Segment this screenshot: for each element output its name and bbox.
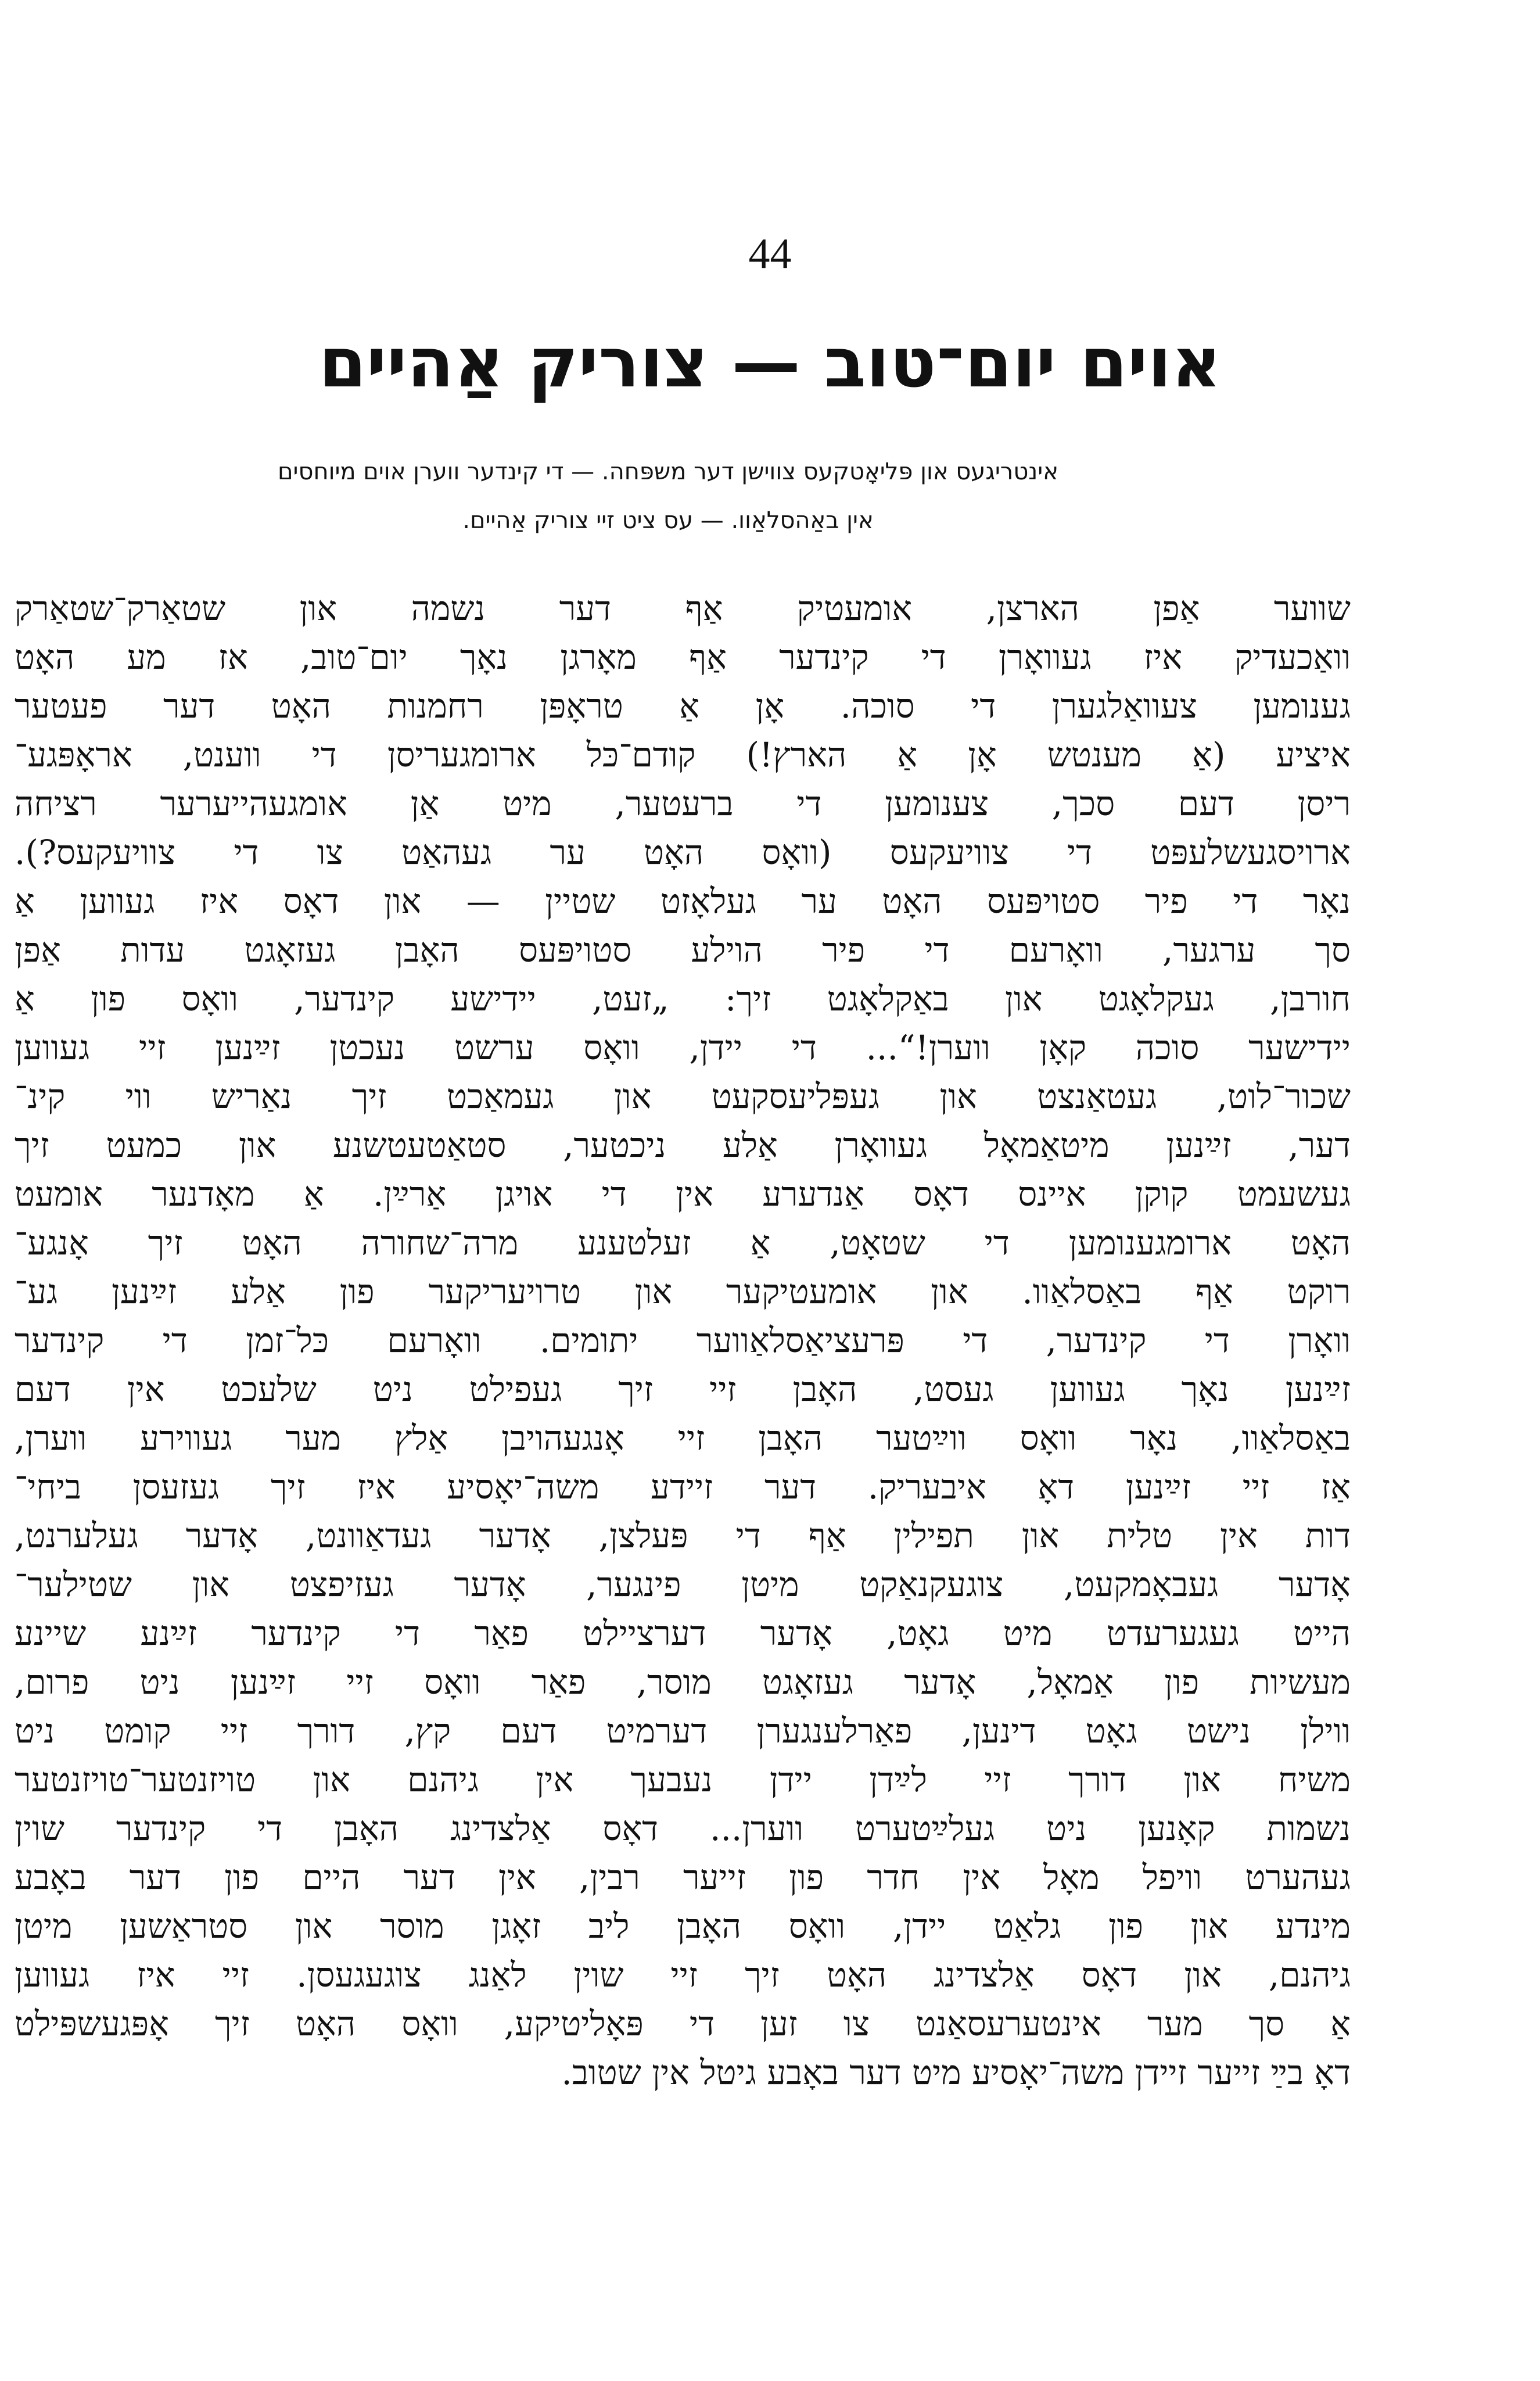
text-line: דער, זײַנען מיטאַמאָל געוואָרן אַלע ניכטער, סטאַטעטשנע און כמעט זיך: [15, 1125, 1351, 1165]
text-line: באַסלאַוו, נאָר וואָס ווײַטער האָבן זיי אָנגעהויבן אַלץ מער געווירע ווערן,: [15, 1418, 1351, 1458]
text-line: מינדע און פון גלאַט יידן, וואָס האָבן ליב זאָגן מוסר און סטראַשען מיטן: [15, 1906, 1351, 1946]
text-line: חורבן, געקלאָגט און באַקלאָגט זיך: „זעט, יידישע קינדער, וואָס פון אַ: [15, 979, 1351, 1019]
text-line: יידישער סוכה קאָן ווערן!“... די יידן, וואָס ערשט נעכטן זײַנען זיי געווען: [15, 1028, 1351, 1067]
text-line: זײַנען נאָך געווען געסט, האָבן זיי זיך געפילט ניט שלעכט אין דעם: [15, 1369, 1351, 1409]
text-line: שווער אַפן הארצן, אומעטיק אַף דער נשמה און שטאַרק־שטאַרק: [15, 589, 1351, 628]
text-line: וואַכעדיק איז געוואָרן די קינדער אַף מאָרגן נאָך יום־טוב, אז מע האָט: [15, 637, 1351, 677]
text-line: נאָר די פיר סטויפּעס האָט ער געלאָזט שטיין — און דאָס איז געווען אַ: [15, 881, 1351, 921]
text-line: וואָרן די קינדער, די פּרעציאַסלאַווער יתומים. וואָרעם כּל־זמן די קינדער: [15, 1321, 1351, 1360]
text-line: אָדער געבאָמקעט, צוגעקנאַקט מיטן פינגער, אָדער געזיפצט און שטילער־: [15, 1565, 1351, 1604]
chapter-subtitle: [41, 447, 1295, 545]
text-line: מעשיות פון אַמאָל, אָדער געזאָגט מוסר, פאַר וואָס זיי זײַנען ניט פרום,: [15, 1662, 1351, 1702]
subtitle-line: אין באַהסלאַוו. — עס ציט זיי צוריק אַהיים.: [462, 507, 874, 534]
text-line: סך ערגער, וואָרעם די פיר הוילע סטויפּעס האָבן געזאָגט עדות אַפן: [15, 930, 1351, 970]
chapter-title: אוים יום־טוב — צוריק אַהיים: [318, 322, 1222, 403]
text-line: הייט געגערעדט מיט גאָט, אָדער דערציילט פאַר די קינדער זײַנע שיינע: [15, 1613, 1351, 1653]
text-line: ריסן דעם סכך, צענומען די ברעטער, מיט אַן אומגעהייערער רציחה: [15, 784, 1351, 823]
text-line: ארויסגעשלעפּט די צוויעקעס (וואָס האָט ער געהאַט צו די צוויעקעס?).: [15, 833, 1351, 872]
text-line: אַ סך מער אינטערעסאַנט צו זען די פּאָליטיקע, וואָס האָט זיך אָפּגעשפּילט: [15, 2004, 1351, 2043]
text-line: אַז זיי זײַנען דאָ איבעריק. דער זיידע משה־יאָסיע איז זיך געזעסן ביחי־: [15, 1467, 1351, 1507]
text-line: משיח און דורך זיי לײַדן יידן נעבעך אין גיהנם און טויזנטער־טויזנטער: [15, 1760, 1351, 1799]
text-line: געהערט וויפל מאָל אין חדר פון זייער רבין, אין דער היים פון דער באָבע: [15, 1858, 1351, 1897]
text-line: נשמות קאָנען ניט געלײַטערט ווערן... דאָס אַלצדינג האָבן די קינדער שוין: [15, 1809, 1351, 1848]
text-line: דות אין טלית און תפילין אַף די פּעלצן, אָדער געדאַוונט, אָדער געלערנט,: [15, 1516, 1351, 1555]
subtitle-line: אינטריגעס און פּליאָטקעס צווישן דער משפּחה. — די קינדער ווערן אוים מיוחסים: [278, 458, 1058, 485]
text-line: ווילן נישט גאָט דינען, פאַרלענגערן דערמיט דעם קץ, דורך זיי קומט ניט: [15, 1711, 1351, 1751]
text-line: האָט ארומגענומען די שטאָט, אַ זעלטענע מרה־שחורה האָט זיך אָנגע־: [15, 1223, 1351, 1263]
text-line: שכור־לוט, געטאַנצט און געפּליעסקעט און געמאַכט זיך נאַריש ווי קינ־: [15, 1077, 1351, 1116]
text-line: גיהנם, און דאָס אַלצדינג האָט זיך זיי שוין לאַנג צוגעגעסן. זיי איז געווען: [15, 1955, 1351, 1995]
text-line: רוקט אַף באַסלאַוו. און אומעטיקער און טרויעריקער פון אַלע זײַנען גע־: [15, 1272, 1351, 1311]
text-line: איציע (אַ מענטש אָן אַ הארץ!) קודם־כּל ארומגעריסן די ווענט, אראָפּגע־: [15, 735, 1351, 774]
page-number: 44: [748, 230, 792, 278]
body-text: [15, 584, 1351, 2097]
text-line: דאָ בײַ זייער זיידן משה־יאָסיע מיט דער באָבע גיטל אין שטוב.: [561, 2053, 1351, 2092]
text-line: געשעמט קוקן איינס דאָס אַנדערע אין די אויגן אַרײַן. אַ מאָדנער אומעט: [15, 1174, 1351, 1214]
text-line: גענומען צעוואַלגערן די סוכה. אָן אַ טראָפּן רחמנות האָט דער פעטער: [15, 686, 1351, 726]
